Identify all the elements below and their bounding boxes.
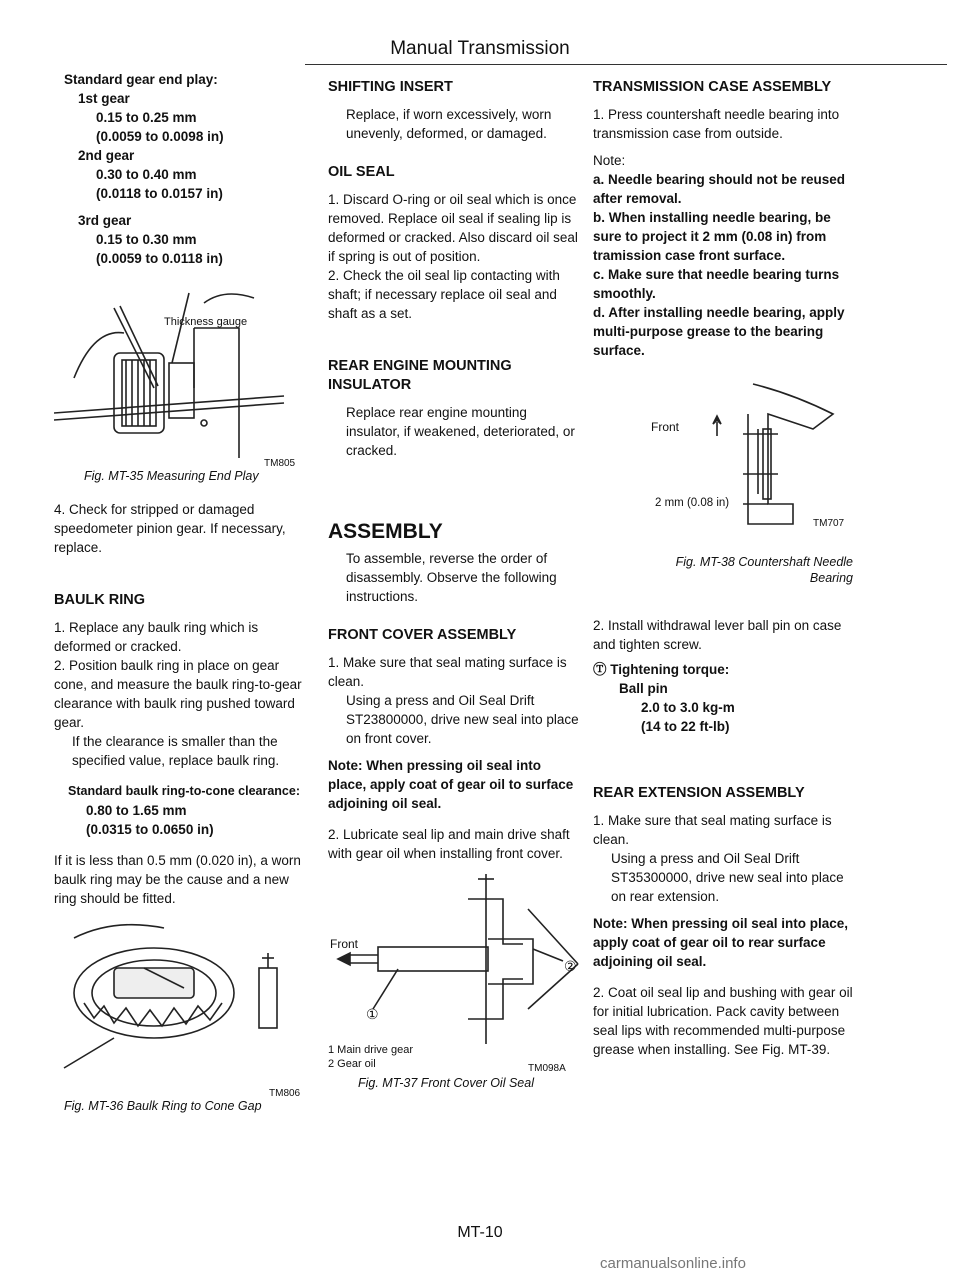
column-2 (328, 78, 583, 1099)
baulk-in: (0.0315 to 0.0650 in) (86, 822, 214, 837)
re-step-2: 2. Coat oil seal lip and bushing with gear oil for initial lubrication. Pack cavity between seal lips with recommended multi-purpose grease when installing. See Fig. MT-39. (593, 985, 853, 1057)
watermark: carmanualsonline.info (600, 1255, 746, 1272)
rear-mount-text: Replace rear engine mounting insulator, if weakened, deteriorated, or cracked. (346, 405, 575, 458)
fig36-code: TM806 (269, 1088, 301, 1099)
fig38-dim-label: 2 mm (0.08 in) (655, 497, 730, 509)
fig37-callout-2: ② (564, 958, 577, 974)
baulk-ring-illustration (54, 908, 304, 1088)
torque-icon: Ⓣ (593, 662, 611, 677)
fig35-code: TM805 (264, 458, 296, 469)
fig37-caption: Fig. MT-37 Front Cover Oil Seal (358, 1076, 534, 1090)
torque-ft: (14 to 22 ft-lb) (641, 719, 730, 734)
front-cover-1b: Using a press and Oil Seal Drift ST23800000, drive new seal into place on front cover. (346, 693, 579, 746)
fig35-caption: Fig. MT-35 Measuring End Play (84, 469, 259, 483)
fig38-caption: Fig. MT-38 Countershaft Needle Bearing (675, 555, 853, 585)
fig37-code: TM098A (528, 1063, 566, 1074)
torque-text: Tightening torque: (610, 662, 730, 677)
fig37-callout-1: ① (366, 1006, 379, 1022)
fig38-front-label: Front (651, 420, 680, 434)
assembly-heading: ASSEMBLY (328, 520, 443, 543)
transmission-case-heading: TRANSMISSION CASE ASSEMBLY (593, 79, 832, 95)
note-c: c. Make sure that needle bearing turns smoothly. (593, 267, 840, 301)
gear3-mm: 0.15 to 0.30 mm (96, 232, 197, 247)
baulk-step-2b: If the clearance is smaller than the specified value, replace baulk ring. (72, 734, 280, 768)
front-cover-heading: FRONT COVER ASSEMBLY (328, 627, 517, 643)
torque-label (593, 660, 853, 679)
note-a: a. Needle bearing should not be reused after removal. (593, 172, 846, 206)
gear1-label: 1st gear (78, 91, 130, 106)
gear1-in: (0.0059 to 0.0098 in) (96, 129, 224, 144)
thickness-gauge-label: Thickness gauge (164, 316, 248, 328)
rear-mount-heading: REAR ENGINE MOUNTING INSULATOR (328, 358, 512, 393)
figure-mt36 (54, 908, 304, 1118)
re-note: Note: When pressing oil seal into place, apply coat of gear oil to rear surface adjoining oil seal. (593, 916, 849, 969)
gear2-label: 2nd gear (78, 148, 135, 163)
gear2-in: (0.0118 to 0.0157 in) (96, 186, 223, 201)
baulk-mm: 0.80 to 1.65 mm (86, 803, 187, 818)
column-3 (593, 78, 853, 1059)
rear-extension-heading: REAR EXTENSION ASSEMBLY (593, 785, 805, 801)
fig38-code: TM707 (813, 518, 845, 529)
figure-mt35 (54, 268, 304, 488)
figure-mt37 (328, 869, 583, 1099)
front-cover-note: Note: When pressing oil seal into place, apply coat of gear oil to surface adjoining oil seal. (328, 758, 574, 811)
fig37-front-label: Front (330, 937, 359, 951)
gear3-label: 3rd gear (78, 213, 132, 228)
tc-step-1: 1. Press countershaft needle bearing into transmission case from outside. (593, 107, 840, 141)
note-b: b. When installing needle bearing, be sure to project it 2 mm (0.08 in) from tramission case front surface. (593, 210, 831, 263)
baulk-step-2: 2. Position baulk ring in place on gear cone, and measure the baulk ring-to-gear clearance with baulk ring pushed toward gear. (54, 658, 302, 730)
baulk-std-label: Standard baulk ring-to-cone clearance: (68, 784, 300, 798)
end-play-illustration (54, 268, 304, 458)
gear3-in: (0.0059 to 0.0118 in) (96, 251, 223, 266)
gear2-mm: 0.30 to 0.40 mm (96, 167, 197, 182)
header-rule (305, 64, 947, 65)
end-play-title: Standard gear end play: (64, 72, 218, 87)
note-d: d. After installing needle bearing, apply multi-purpose grease to the bearing surface. (593, 305, 845, 358)
page-header: Manual Transmission (390, 38, 570, 59)
figure-mt38 (593, 374, 853, 604)
fig37-legend-1: 1 Main drive gear (328, 1044, 413, 1056)
oil-seal-heading: OIL SEAL (328, 164, 395, 180)
front-cover-2: 2. Lubricate seal lip and main drive shaft with gear oil when installing front cover. (328, 827, 570, 861)
gear1-mm: 0.15 to 0.25 mm (96, 110, 197, 125)
tc-step-2: 2. Install withdrawal lever ball pin on case and tighten screw. (593, 618, 842, 652)
note-label: Note: (593, 153, 626, 168)
baulk-paragraph: If it is less than 0.5 mm (0.020 in), a worn baulk ring may be the cause and a new ring should be fitted. (54, 853, 301, 906)
fig37-legend-2: 2 Gear oil (328, 1058, 376, 1070)
re-step-1b: Using a press and Oil Seal Drift ST35300000, drive new seal into place on rear extension. (611, 851, 844, 904)
ball-pin-label: Ball pin (619, 681, 668, 696)
assembly-text: To assemble, reverse the order of disassembly. Observe the following instructions. (346, 551, 557, 604)
re-step-1: 1. Make sure that seal mating surface is clean. (593, 813, 832, 847)
shifting-insert-text: Replace, if worn excessively, worn unevenly, deformed, or damaged. (346, 107, 552, 141)
shifting-insert-heading: SHIFTING INSERT (328, 79, 453, 95)
baulk-ring-heading: BAULK RING (54, 592, 146, 608)
step-4: 4. Check for stripped or damaged speedometer pinion gear. If necessary, replace. (54, 502, 286, 555)
front-cover-1: 1. Make sure that seal mating surface is clean. (328, 655, 567, 689)
page-number: MT-10 (457, 1224, 503, 1241)
torque-kg: 2.0 to 3.0 kg-m (641, 700, 735, 715)
baulk-step-1: 1. Replace any baulk ring which is deformed or cracked. (54, 620, 259, 654)
column-1 (54, 70, 304, 1118)
oil-seal-2: 2. Check the oil seal lip contacting with shaft; if necessary replace oil seal and shaft as a set. (328, 268, 560, 321)
fig36-caption: Fig. MT-36 Baulk Ring to Cone Gap (64, 1099, 262, 1113)
oil-seal-1: 1. Discard O-ring or oil seal which is once removed. Replace oil seal if sealing lip is deformed or cracked. Also discard oil seal if spring is out of position. (328, 192, 578, 264)
